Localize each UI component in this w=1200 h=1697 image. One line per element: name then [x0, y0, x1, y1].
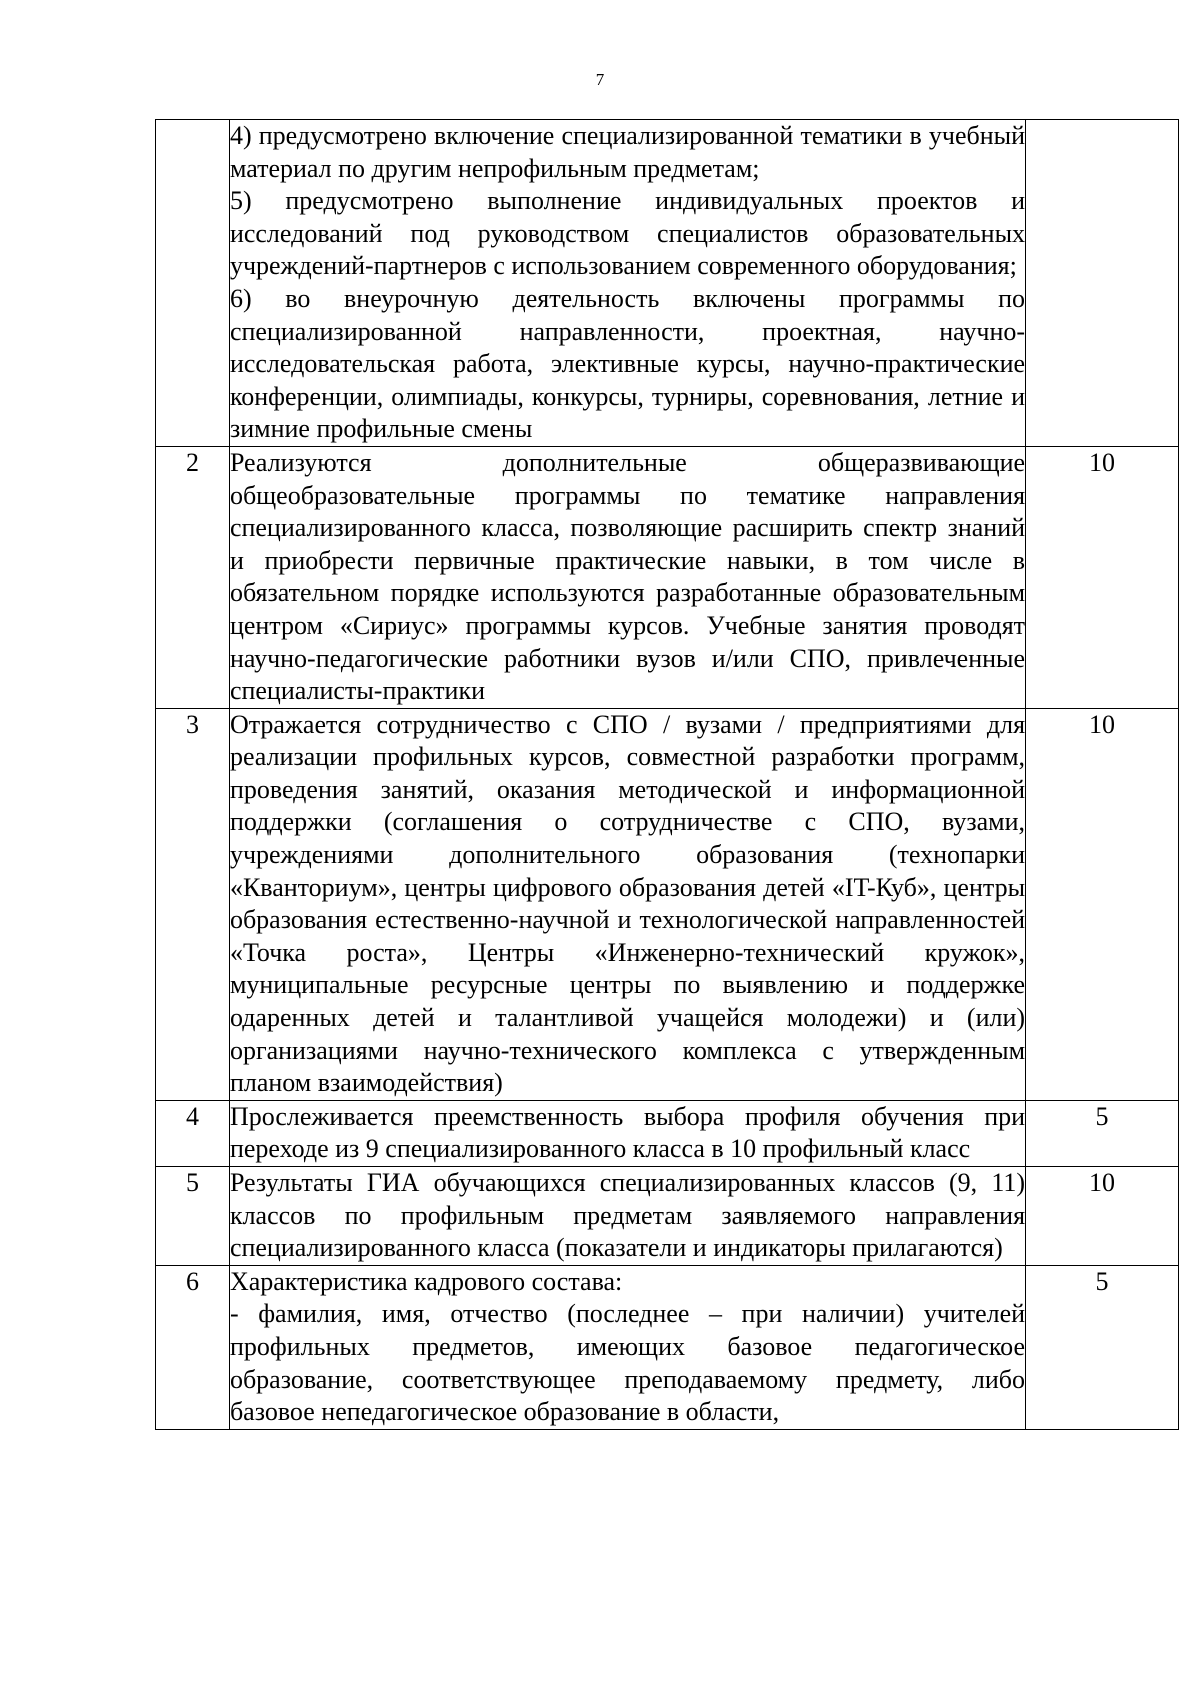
table-row: [156, 120, 1179, 447]
criterion-text-cell: [229, 1167, 1025, 1266]
criterion-text-cell: [229, 708, 1025, 1100]
criteria-table-body: [156, 120, 1179, 1430]
table-row: [156, 708, 1179, 1100]
criterion-paragraph: Результаты ГИА обучающихся специализированных классов (9, 11) классов по профильным предметам заявляемого направления специализированного класса (показатели и индикаторы прилагаются): [229, 1168, 1026, 1263]
criterion-text-cell: [229, 120, 1025, 447]
criterion-paragraph: Отражается сотрудничество с СПО / вузами / предприятиями для реализации профильных курсов, совместной разработки программ, проведения занятий, оказания методической и информационной поддержки (соглашения о сотрудничестве с СПО, вузами, учреждениями дополнительного образования (технопарки «Кванториум», центры цифрового образования детей «IT-Куб», центры образования естественно-научной и технологической направленностей «Точка роста», Центры «Инженерно-технический кружок», муниципальные ресурсные центры по выявлению и поддержке одаренных детей и талантливой учащейся молодежи) и (или) организациями научно-технического комплекса с утвержденным планом взаимодействия): [229, 709, 1026, 1098]
criterion-paragraph: 6) во внеурочную деятельность включены программы по специализированной направленности, проектная, научно-исследовательская работа, элективные курсы, научно-практические конференции, олимпиады, конкурсы, турниры, соревнования, летние и зимние профильные смены: [229, 283, 1026, 444]
score-cell: 10: [1026, 708, 1179, 1100]
row-number-cell: 5: [156, 1167, 230, 1266]
criterion-paragraph: 4) предусмотрено включение специализированной тематики в учебный материал по другим непрофильным предметам;: [229, 121, 1026, 183]
table-row: [156, 1167, 1179, 1266]
criteria-table: [155, 119, 1179, 1430]
criterion-text-cell: [229, 1265, 1025, 1429]
criterion-paragraph: Реализуются дополнительные общеразвивающие общеобразовательные программы по тематике направления специализированного класса, позволяющие расширить спектр знаний и приобрести первичные практические навыки, в том числе в обязательном порядке используются разработанные образовательным центром «Сириус» программы курсов. Учебные занятия проводят научно-педагогические работники вузов и/или СПО, привлеченные специалисты-практики: [229, 447, 1026, 706]
criterion-text-cell: [229, 1100, 1025, 1166]
criterion-paragraph: 5) предусмотрено выполнение индивидуальных проектов и исследований под руководством специалистов образовательных учреждений-партнеров с использованием современного оборудования;: [229, 186, 1026, 281]
row-number-cell: 6: [156, 1265, 230, 1429]
page-number: 7: [595, 70, 605, 89]
score-cell: [1026, 120, 1179, 447]
criterion-paragraph: Характеристика кадрового состава:: [229, 1266, 623, 1296]
criterion-paragraph: Прослеживается преемственность выбора профиля обучения при переходе из 9 специализированного класса в 10 профильный класс: [229, 1101, 1026, 1164]
score-cell: 10: [1026, 1167, 1179, 1266]
row-number-cell: [156, 120, 230, 447]
table-row: [156, 1265, 1179, 1429]
criterion-text-cell: [229, 446, 1025, 708]
row-number-cell: 2: [156, 446, 230, 708]
table-row: [156, 1100, 1179, 1166]
criterion-paragraph: - фамилия, имя, отчество (последнее – при наличии) учителей профильных предметов, имеющих базовое педагогическое образование, соответствующее преподаваемому предмету, либо базовое непедагогическое образование в области,: [229, 1299, 1026, 1427]
row-number-cell: 4: [156, 1100, 230, 1166]
score-cell: 5: [1026, 1265, 1179, 1429]
table-row: [156, 446, 1179, 708]
score-cell: 5: [1026, 1100, 1179, 1166]
row-number-cell: 3: [156, 708, 230, 1100]
score-cell: 10: [1026, 446, 1179, 708]
